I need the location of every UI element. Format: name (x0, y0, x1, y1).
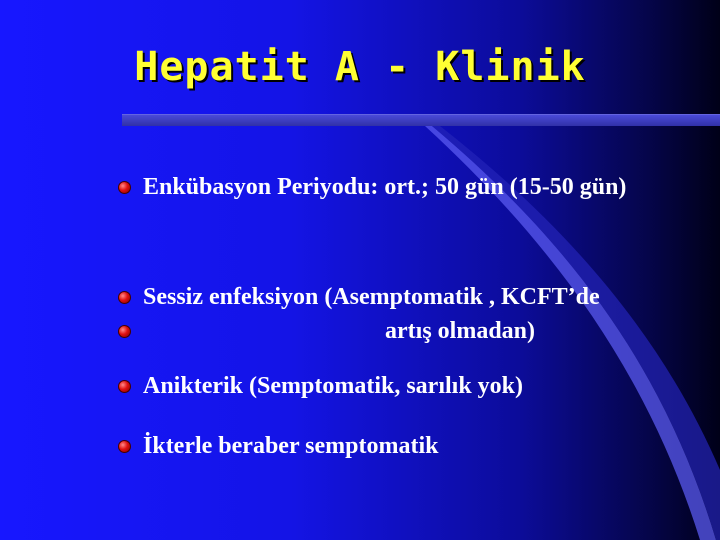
bullet-text: Enkübasyon Periyodu: ort.; 50 gün (15-50 gün) (143, 174, 627, 200)
title-underline-bar (122, 114, 720, 126)
bullet-text: Anikterik (Semptomatik, sarılık yok) (143, 373, 524, 399)
slide-title: Hepatit A - Klinik (134, 44, 586, 90)
bullet-icon (118, 291, 131, 304)
bullet-icon (118, 380, 131, 393)
bullet-text: İkterle beraber semptomatik (143, 433, 439, 459)
bullet-icon (118, 181, 131, 194)
bullet-icon (118, 325, 131, 338)
bullet-text: artış olmadan) (385, 318, 535, 344)
bullet-icon (118, 440, 131, 453)
bullet-text: Sessiz enfeksiyon (Asemptomatik , KCFT’de (143, 284, 600, 310)
